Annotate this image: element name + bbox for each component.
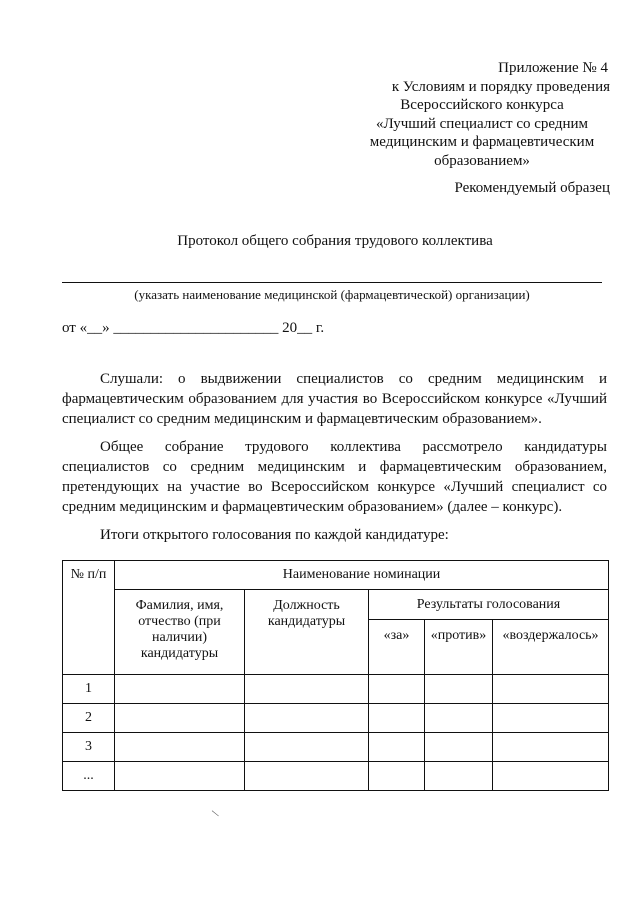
table-cell (369, 704, 425, 733)
appendix-line: медицинским и фармацевтическим (369, 134, 595, 150)
appendix-line: образованием» (434, 152, 530, 169)
table-cell (425, 733, 493, 762)
sample-label: Рекомендуемый образец (454, 180, 610, 196)
nomination-header: Наименование номинации (115, 561, 609, 590)
table-cell (369, 675, 425, 704)
table-cell (425, 762, 493, 791)
voting-table (62, 560, 609, 791)
table-cell (115, 675, 245, 704)
number-header: № п/п (63, 561, 115, 675)
table-cell (493, 675, 609, 704)
paragraph-heard-text: Слушали: о выдвижении специалистов со средним медицинским и фармацевтическим образованием для участия во Всероссийском конкурсе «Лучший специалист со средним медицинским и фармацевтическим образованием». (62, 371, 607, 427)
table-row (63, 733, 609, 762)
table-cell (115, 733, 245, 762)
row-number: 2 (63, 704, 115, 733)
table-row (63, 704, 609, 733)
paragraph-assembly-text: Общее собрание трудового коллектива рассмотрело кандидатуры специалистов со средним медицинским и фармацевтическим образованием, претендующих на участие во Всероссийском конкурсе «Лучший специалист со средним медицинским и фармацевтическим образованием» (далее – конкурс). (62, 439, 607, 515)
for-header: «за» (369, 620, 425, 675)
appendix-number: Приложение № 4 (498, 60, 608, 76)
results-header: Результаты голосования (369, 590, 609, 620)
date-line: от «__» ______________________ 20__ г. (62, 320, 325, 336)
margin-mark: / (208, 809, 223, 818)
table-cell (425, 675, 493, 704)
appendix-header (340, 59, 610, 170)
table-cell (245, 675, 369, 704)
organization-hint: (указать наименование медицинской (фармацевтической) организации) (134, 287, 530, 302)
table-row (63, 675, 609, 704)
table-cell (425, 704, 493, 733)
abstained-header: «воздержалось» (493, 620, 609, 675)
table-cell (369, 733, 425, 762)
against-header: «против» (425, 620, 493, 675)
appendix-line: к Условиям и порядку проведения (391, 78, 610, 95)
document-title: Протокол общего собрания трудового коллектива (177, 233, 493, 249)
name-header: Фамилия, имя, отчество (при наличии) кандидатуры (115, 590, 245, 675)
table-row (63, 762, 609, 791)
row-number: 3 (63, 733, 115, 762)
table-cell (245, 762, 369, 791)
table-cell (115, 762, 245, 791)
paragraph-results (62, 525, 607, 545)
paragraph-assembly (62, 437, 607, 517)
paragraph-results-text: Итоги открытого голосования по каждой кандидатуре: (100, 527, 449, 543)
row-number: 1 (63, 675, 115, 704)
table-cell (369, 762, 425, 791)
organization-line (62, 282, 602, 283)
table-cell (245, 733, 369, 762)
appendix-line: «Лучший специалист со средним (375, 115, 589, 132)
position-header: Должность кандидатуры (245, 590, 369, 675)
table-cell (493, 704, 609, 733)
paragraph-heard (62, 369, 607, 429)
table-cell (115, 704, 245, 733)
table-cell (493, 762, 609, 791)
table-cell (245, 704, 369, 733)
table-cell (493, 733, 609, 762)
appendix-line: Всероссийского конкурса (400, 97, 564, 113)
row-number: ... (63, 762, 115, 791)
